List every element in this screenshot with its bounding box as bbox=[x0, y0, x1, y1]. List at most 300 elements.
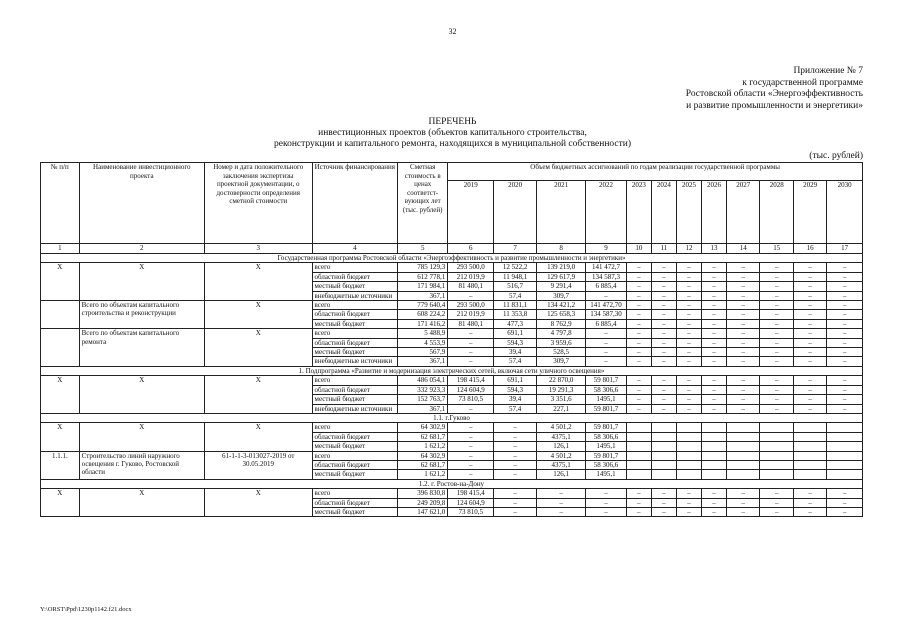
table-row bbox=[41, 423, 863, 432]
section-row bbox=[41, 366, 863, 375]
value-cell bbox=[727, 460, 760, 469]
value-cell: 124 604,9 bbox=[448, 385, 494, 394]
value-cell: 39,4 bbox=[494, 348, 537, 357]
value-cell: 4 501,2 bbox=[537, 451, 586, 460]
value-cell: 126,1 bbox=[537, 470, 586, 479]
column-number: 12 bbox=[676, 244, 701, 254]
value-cell: – bbox=[676, 395, 701, 404]
investment-projects-table bbox=[40, 162, 863, 517]
value-cell: – bbox=[793, 357, 826, 366]
value-cell: – bbox=[727, 357, 760, 366]
value-cell: – bbox=[702, 507, 727, 516]
expertise-cell: 61-1-1-3-013027-2019 от 30.05.2019 bbox=[204, 451, 312, 479]
value-cell bbox=[793, 460, 826, 469]
value-cell: 139 219,0 bbox=[537, 263, 586, 272]
appendix-heading bbox=[686, 66, 863, 112]
value-cell: 141 472,7 bbox=[586, 263, 627, 272]
value-cell: 59 801,7 bbox=[586, 376, 627, 385]
column-number: 15 bbox=[760, 244, 793, 254]
funding-source-cell: областной бюджет bbox=[312, 460, 398, 469]
project-name-cell: X bbox=[79, 489, 204, 517]
value-cell: – bbox=[760, 301, 793, 310]
value-cell: – bbox=[651, 263, 676, 272]
value-cell: 11 831,1 bbox=[494, 301, 537, 310]
funding-source-cell: областной бюджет bbox=[312, 385, 398, 394]
funding-source-cell: всего bbox=[312, 376, 398, 385]
value-cell: – bbox=[586, 338, 627, 347]
value-cell: – bbox=[676, 263, 701, 272]
value-cell: – bbox=[448, 442, 494, 451]
value-cell: – bbox=[702, 310, 727, 319]
value-cell: – bbox=[537, 498, 586, 507]
value-cell bbox=[676, 460, 701, 469]
funding-source-cell: всего bbox=[312, 423, 398, 432]
value-cell: – bbox=[793, 385, 826, 394]
value-cell: – bbox=[494, 451, 537, 460]
value-cell: 129 617,9 bbox=[537, 272, 586, 281]
value-cell: 8 762,9 bbox=[537, 319, 586, 328]
value-cell: 1 621,2 bbox=[398, 442, 448, 451]
value-cell bbox=[651, 460, 676, 469]
value-cell: – bbox=[702, 301, 727, 310]
value-cell: – bbox=[494, 442, 537, 451]
column-number: 7 bbox=[494, 244, 537, 254]
value-cell: – bbox=[651, 338, 676, 347]
funding-source-cell: всего bbox=[312, 329, 398, 338]
value-cell: – bbox=[760, 385, 793, 394]
value-cell: – bbox=[827, 385, 863, 394]
value-cell: – bbox=[727, 310, 760, 319]
value-cell: – bbox=[793, 404, 826, 413]
value-cell: 6 885,4 bbox=[586, 319, 627, 328]
expertise-cell: X bbox=[204, 263, 312, 301]
value-cell: 227,1 bbox=[537, 404, 586, 413]
year-header: 2027 bbox=[727, 181, 760, 244]
value-cell: – bbox=[651, 404, 676, 413]
value-cell: 11 948,1 bbox=[494, 272, 537, 281]
value-cell: 594,3 bbox=[494, 338, 537, 347]
value-cell: 4 501,2 bbox=[537, 423, 586, 432]
table-row bbox=[41, 263, 863, 272]
value-cell: 62 681,7 bbox=[398, 432, 448, 441]
value-cell bbox=[793, 451, 826, 460]
value-cell: 309,7 bbox=[537, 357, 586, 366]
project-number-cell bbox=[41, 301, 80, 329]
value-cell: – bbox=[760, 310, 793, 319]
value-cell: – bbox=[702, 272, 727, 281]
year-header: 2028 bbox=[760, 181, 793, 244]
value-cell: 198 415,4 bbox=[448, 376, 494, 385]
value-cell: 691,1 bbox=[494, 329, 537, 338]
value-cell: 57,4 bbox=[494, 404, 537, 413]
value-cell: – bbox=[494, 507, 537, 516]
value-cell: – bbox=[494, 489, 537, 498]
column-number: 2 bbox=[79, 244, 204, 254]
value-cell: 198 415,4 bbox=[448, 489, 494, 498]
value-cell: 59 801,7 bbox=[586, 451, 627, 460]
value-cell: – bbox=[448, 329, 494, 338]
expertise-cell: X bbox=[204, 301, 312, 329]
value-cell bbox=[626, 470, 651, 479]
value-cell: 779 640,4 bbox=[398, 301, 448, 310]
value-cell bbox=[651, 432, 676, 441]
funding-source-cell: местный бюджет bbox=[312, 395, 398, 404]
column-number: 14 bbox=[727, 244, 760, 254]
value-cell bbox=[827, 451, 863, 460]
value-cell: – bbox=[626, 376, 651, 385]
value-cell: 171 416,2 bbox=[398, 319, 448, 328]
value-cell: – bbox=[827, 272, 863, 281]
value-cell: – bbox=[702, 329, 727, 338]
value-cell: – bbox=[626, 357, 651, 366]
value-cell bbox=[727, 470, 760, 479]
project-number-cell: X bbox=[41, 423, 80, 451]
column-number: 3 bbox=[204, 244, 312, 254]
value-cell: – bbox=[760, 329, 793, 338]
value-cell: – bbox=[760, 507, 793, 516]
value-cell: – bbox=[793, 272, 826, 281]
value-cell: 367,1 bbox=[398, 357, 448, 366]
value-cell: – bbox=[626, 338, 651, 347]
value-cell: – bbox=[702, 376, 727, 385]
value-cell: – bbox=[727, 329, 760, 338]
value-cell: – bbox=[760, 291, 793, 300]
funding-source-cell: местный бюджет bbox=[312, 442, 398, 451]
value-cell: – bbox=[727, 263, 760, 272]
value-cell: – bbox=[626, 489, 651, 498]
expertise-cell: X bbox=[204, 329, 312, 367]
appendix-line: и развитие промышленности и энергетики» bbox=[686, 100, 863, 111]
value-cell: – bbox=[827, 376, 863, 385]
value-cell: – bbox=[827, 348, 863, 357]
value-cell: 59 801,7 bbox=[586, 404, 627, 413]
value-cell: – bbox=[827, 507, 863, 516]
value-cell: 212 019,9 bbox=[448, 310, 494, 319]
value-cell: 171 984,1 bbox=[398, 282, 448, 291]
funding-source-cell: внебюджетные источники bbox=[312, 404, 398, 413]
value-cell: – bbox=[676, 319, 701, 328]
project-name-cell: X bbox=[79, 423, 204, 451]
year-header: 2020 bbox=[494, 181, 537, 244]
value-cell: 73 810,5 bbox=[448, 395, 494, 404]
value-cell: 212 019,9 bbox=[448, 272, 494, 281]
value-cell: 64 302,9 bbox=[398, 423, 448, 432]
value-cell bbox=[651, 451, 676, 460]
project-name-cell: Строительство линий наружного освещения г. Гуково, Ростовской области bbox=[79, 451, 204, 479]
value-cell: – bbox=[626, 348, 651, 357]
value-cell: – bbox=[827, 310, 863, 319]
value-cell: – bbox=[827, 357, 863, 366]
value-cell: – bbox=[727, 507, 760, 516]
value-cell: – bbox=[494, 498, 537, 507]
value-cell: – bbox=[586, 498, 627, 507]
value-cell: 1 621,2 bbox=[398, 470, 448, 479]
value-cell: – bbox=[793, 489, 826, 498]
value-cell: – bbox=[494, 423, 537, 432]
value-cell: – bbox=[793, 507, 826, 516]
value-cell: – bbox=[651, 498, 676, 507]
value-cell: – bbox=[651, 319, 676, 328]
value-cell: – bbox=[586, 357, 627, 366]
value-cell: – bbox=[448, 348, 494, 357]
value-cell: – bbox=[448, 291, 494, 300]
value-cell: 594,3 bbox=[494, 385, 537, 394]
section-title: 1.2. г. Ростов-на-Дону bbox=[41, 479, 863, 488]
value-cell bbox=[727, 432, 760, 441]
value-cell: 528,5 bbox=[537, 348, 586, 357]
value-cell: 4 553,9 bbox=[398, 338, 448, 347]
appendix-line: Приложение № 7 bbox=[793, 66, 863, 76]
value-cell bbox=[702, 432, 727, 441]
table-row bbox=[41, 376, 863, 385]
value-cell: 332 923,3 bbox=[398, 385, 448, 394]
value-cell bbox=[760, 451, 793, 460]
value-cell: – bbox=[651, 357, 676, 366]
value-cell: – bbox=[827, 338, 863, 347]
value-cell: – bbox=[760, 338, 793, 347]
value-cell: – bbox=[827, 263, 863, 272]
value-cell: – bbox=[793, 498, 826, 507]
year-header: 2019 bbox=[448, 181, 494, 244]
value-cell bbox=[651, 470, 676, 479]
year-header: 2030 bbox=[827, 181, 863, 244]
header-volume: Объем бюджетных ассигнований по годам реализации государственной программы bbox=[448, 163, 863, 181]
value-cell: – bbox=[494, 432, 537, 441]
value-cell: – bbox=[760, 395, 793, 404]
value-cell: 367,1 bbox=[398, 291, 448, 300]
value-cell: 59 801,7 bbox=[586, 423, 627, 432]
value-cell: – bbox=[760, 272, 793, 281]
value-cell: – bbox=[626, 507, 651, 516]
value-cell: – bbox=[626, 282, 651, 291]
project-number-cell: X bbox=[41, 263, 80, 301]
value-cell: 58 306,6 bbox=[586, 385, 627, 394]
value-cell: – bbox=[827, 498, 863, 507]
value-cell: – bbox=[827, 489, 863, 498]
year-header: 2023 bbox=[626, 181, 651, 244]
value-cell: – bbox=[448, 423, 494, 432]
column-number: 13 bbox=[702, 244, 727, 254]
value-cell: – bbox=[727, 376, 760, 385]
value-cell: – bbox=[494, 460, 537, 469]
table-row bbox=[41, 329, 863, 338]
value-cell bbox=[702, 451, 727, 460]
value-cell: 785 129,3 bbox=[398, 263, 448, 272]
section-row bbox=[41, 413, 863, 422]
value-cell: – bbox=[676, 348, 701, 357]
value-cell: – bbox=[793, 301, 826, 310]
funding-source-cell: внебюджетные источники bbox=[312, 357, 398, 366]
value-cell: – bbox=[827, 291, 863, 300]
value-cell: 22 870,0 bbox=[537, 376, 586, 385]
value-cell: – bbox=[676, 385, 701, 394]
value-cell bbox=[702, 442, 727, 451]
value-cell: 4375,1 bbox=[537, 460, 586, 469]
value-cell: – bbox=[626, 272, 651, 281]
value-cell: – bbox=[586, 348, 627, 357]
value-cell: 1495,1 bbox=[586, 442, 627, 451]
title-line: реконструкции и капитального ремонта, находящихся в муниципальной собственности) bbox=[273, 139, 632, 149]
column-number: 1 bbox=[41, 244, 80, 254]
value-cell: – bbox=[448, 338, 494, 347]
value-cell: – bbox=[626, 395, 651, 404]
funding-source-cell: местный бюджет bbox=[312, 319, 398, 328]
value-cell: – bbox=[793, 348, 826, 357]
table-row bbox=[41, 489, 863, 498]
value-cell: 58 306,6 bbox=[586, 460, 627, 469]
year-header: 2022 bbox=[586, 181, 627, 244]
value-cell: 3 959,6 bbox=[537, 338, 586, 347]
funding-source-cell: всего bbox=[312, 489, 398, 498]
value-cell: – bbox=[793, 319, 826, 328]
value-cell: – bbox=[586, 329, 627, 338]
funding-source-cell: областной бюджет bbox=[312, 432, 398, 441]
value-cell: – bbox=[827, 301, 863, 310]
value-cell: 367,1 bbox=[398, 404, 448, 413]
value-cell bbox=[702, 423, 727, 432]
value-cell bbox=[651, 442, 676, 451]
section-title: 1.1. г.Гуково bbox=[41, 413, 863, 422]
value-cell bbox=[626, 432, 651, 441]
value-cell: – bbox=[626, 385, 651, 394]
title-line: инвестиционных проектов (объектов капитального строительства, bbox=[318, 128, 587, 138]
value-cell bbox=[793, 470, 826, 479]
value-cell: – bbox=[827, 395, 863, 404]
value-cell: 134 587,30 bbox=[586, 310, 627, 319]
value-cell: – bbox=[651, 301, 676, 310]
value-cell bbox=[676, 432, 701, 441]
value-cell: – bbox=[448, 460, 494, 469]
value-cell: 396 830,8 bbox=[398, 489, 448, 498]
value-cell: – bbox=[676, 272, 701, 281]
value-cell: – bbox=[586, 291, 627, 300]
value-cell: 1495,1 bbox=[586, 395, 627, 404]
value-cell: – bbox=[702, 498, 727, 507]
value-cell: – bbox=[702, 404, 727, 413]
value-cell: 691,1 bbox=[494, 376, 537, 385]
year-header: 2026 bbox=[702, 181, 727, 244]
value-cell bbox=[760, 423, 793, 432]
value-cell: – bbox=[727, 498, 760, 507]
year-header: 2025 bbox=[676, 181, 701, 244]
value-cell: 147 621,0 bbox=[398, 507, 448, 516]
funding-source-cell: всего bbox=[312, 263, 398, 272]
value-cell: – bbox=[651, 395, 676, 404]
value-cell: 152 763,7 bbox=[398, 395, 448, 404]
value-cell bbox=[793, 432, 826, 441]
funding-source-cell: местный бюджет bbox=[312, 470, 398, 479]
value-cell bbox=[827, 432, 863, 441]
value-cell: 134 421,2 bbox=[537, 301, 586, 310]
value-cell: – bbox=[676, 282, 701, 291]
column-number: 6 bbox=[448, 244, 494, 254]
column-number: 17 bbox=[827, 244, 863, 254]
value-cell: – bbox=[760, 282, 793, 291]
value-cell bbox=[702, 460, 727, 469]
value-cell: – bbox=[760, 357, 793, 366]
value-cell: – bbox=[626, 319, 651, 328]
value-cell: – bbox=[727, 348, 760, 357]
value-cell bbox=[626, 442, 651, 451]
value-cell: – bbox=[448, 357, 494, 366]
value-cell: – bbox=[651, 507, 676, 516]
value-cell: – bbox=[626, 291, 651, 300]
value-cell: – bbox=[702, 338, 727, 347]
value-cell bbox=[626, 451, 651, 460]
value-cell bbox=[727, 442, 760, 451]
funding-source-cell: местный бюджет bbox=[312, 507, 398, 516]
value-cell: – bbox=[827, 282, 863, 291]
value-cell: 134 587,3 bbox=[586, 272, 627, 281]
value-cell: 4375,1 bbox=[537, 432, 586, 441]
value-cell: – bbox=[827, 319, 863, 328]
value-cell: – bbox=[760, 348, 793, 357]
value-cell bbox=[827, 442, 863, 451]
value-cell bbox=[702, 470, 727, 479]
value-cell: 4 797,8 bbox=[537, 329, 586, 338]
appendix-line: Ростовской области «Энергоэффективность bbox=[685, 89, 863, 99]
value-cell: – bbox=[448, 451, 494, 460]
column-number: 4 bbox=[312, 244, 398, 254]
value-cell: – bbox=[760, 489, 793, 498]
value-cell: – bbox=[793, 282, 826, 291]
value-cell: – bbox=[676, 338, 701, 347]
value-cell: – bbox=[702, 357, 727, 366]
value-cell: 12 522,2 bbox=[494, 263, 537, 272]
value-cell: – bbox=[727, 272, 760, 281]
value-cell: – bbox=[626, 498, 651, 507]
value-cell: 11 353,8 bbox=[494, 310, 537, 319]
value-cell bbox=[651, 423, 676, 432]
value-cell bbox=[793, 442, 826, 451]
year-header: 2021 bbox=[537, 181, 586, 244]
value-cell: 64 302,9 bbox=[398, 451, 448, 460]
year-header: 2024 bbox=[651, 181, 676, 244]
value-cell: – bbox=[586, 507, 627, 516]
value-cell: – bbox=[626, 329, 651, 338]
expertise-cell: X bbox=[204, 423, 312, 451]
value-cell: – bbox=[651, 291, 676, 300]
year-header: 2029 bbox=[793, 181, 826, 244]
column-number: 10 bbox=[626, 244, 651, 254]
value-cell bbox=[827, 470, 863, 479]
value-cell: – bbox=[702, 291, 727, 300]
value-cell: 516,7 bbox=[494, 282, 537, 291]
value-cell bbox=[626, 423, 651, 432]
value-cell: – bbox=[676, 301, 701, 310]
value-cell: – bbox=[727, 282, 760, 291]
section-row bbox=[41, 479, 863, 488]
value-cell: – bbox=[651, 489, 676, 498]
expertise-cell: X bbox=[204, 489, 312, 517]
value-cell bbox=[676, 423, 701, 432]
header-expertise: Номер и дата положительного заключения экспертизы проектной документации, о достоверности определения сметной стоимости bbox=[204, 163, 312, 244]
value-cell bbox=[827, 460, 863, 469]
value-cell: – bbox=[537, 489, 586, 498]
funding-source-cell: внебюджетные источники bbox=[312, 291, 398, 300]
value-cell: – bbox=[676, 489, 701, 498]
value-cell: – bbox=[676, 291, 701, 300]
value-cell: – bbox=[760, 263, 793, 272]
funding-source-cell: всего bbox=[312, 451, 398, 460]
project-name-cell: X bbox=[79, 263, 204, 301]
column-number: 11 bbox=[651, 244, 676, 254]
value-cell bbox=[676, 470, 701, 479]
funding-source-cell: областной бюджет bbox=[312, 310, 398, 319]
page-number: 32 bbox=[448, 27, 457, 36]
value-cell: – bbox=[676, 498, 701, 507]
value-cell: – bbox=[651, 272, 676, 281]
